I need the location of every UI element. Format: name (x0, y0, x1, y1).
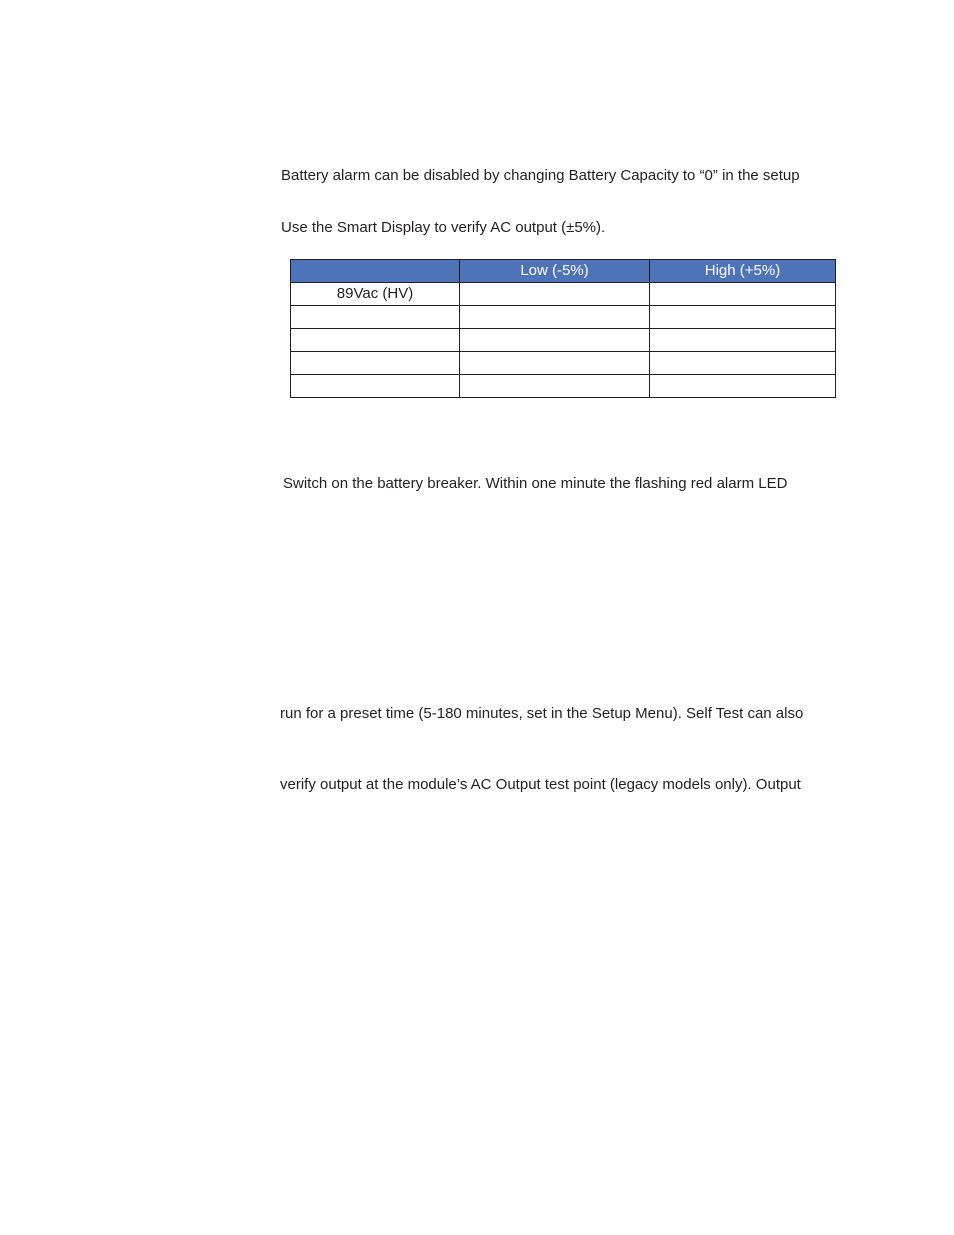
table-row (291, 283, 836, 306)
table-header-row (291, 260, 836, 283)
table-header-cell: Low (-5%) (460, 260, 650, 283)
table-cell (291, 375, 460, 398)
table-row (291, 329, 836, 352)
table-cell (460, 306, 650, 329)
battery-breaker-text: Switch on the battery breaker. Within one minute the flashing red alarm LED (283, 475, 788, 492)
table-row (291, 352, 836, 375)
table-cell (460, 352, 650, 375)
table-header-cell (291, 260, 460, 283)
verify-ac-text: Use the Smart Display to verify AC output (±5%). (281, 219, 606, 236)
table-cell (650, 329, 836, 352)
table-row (291, 306, 836, 329)
verify-output-text: verify output at the module’s AC Output test point (legacy models only). Output (280, 776, 801, 793)
table-cell (460, 375, 650, 398)
table-cell (650, 283, 836, 306)
table-cell (460, 329, 650, 352)
table-row (291, 375, 836, 398)
ac-output-table (290, 259, 836, 398)
table-cell (650, 306, 836, 329)
table-cell (291, 306, 460, 329)
table-cell: 89Vac (HV) (291, 283, 460, 306)
table-cell (650, 375, 836, 398)
self-test-text: run for a preset time (5-180 minutes, set in the Setup Menu). Self Test can also (280, 705, 804, 722)
table-cell (291, 352, 460, 375)
table-cell (460, 283, 650, 306)
table-cell (650, 352, 836, 375)
table-cell (291, 329, 460, 352)
table-header-cell: High (+5%) (650, 260, 836, 283)
battery-alarm-text: Battery alarm can be disabled by changing Battery Capacity to “0” in the setup (281, 167, 800, 184)
